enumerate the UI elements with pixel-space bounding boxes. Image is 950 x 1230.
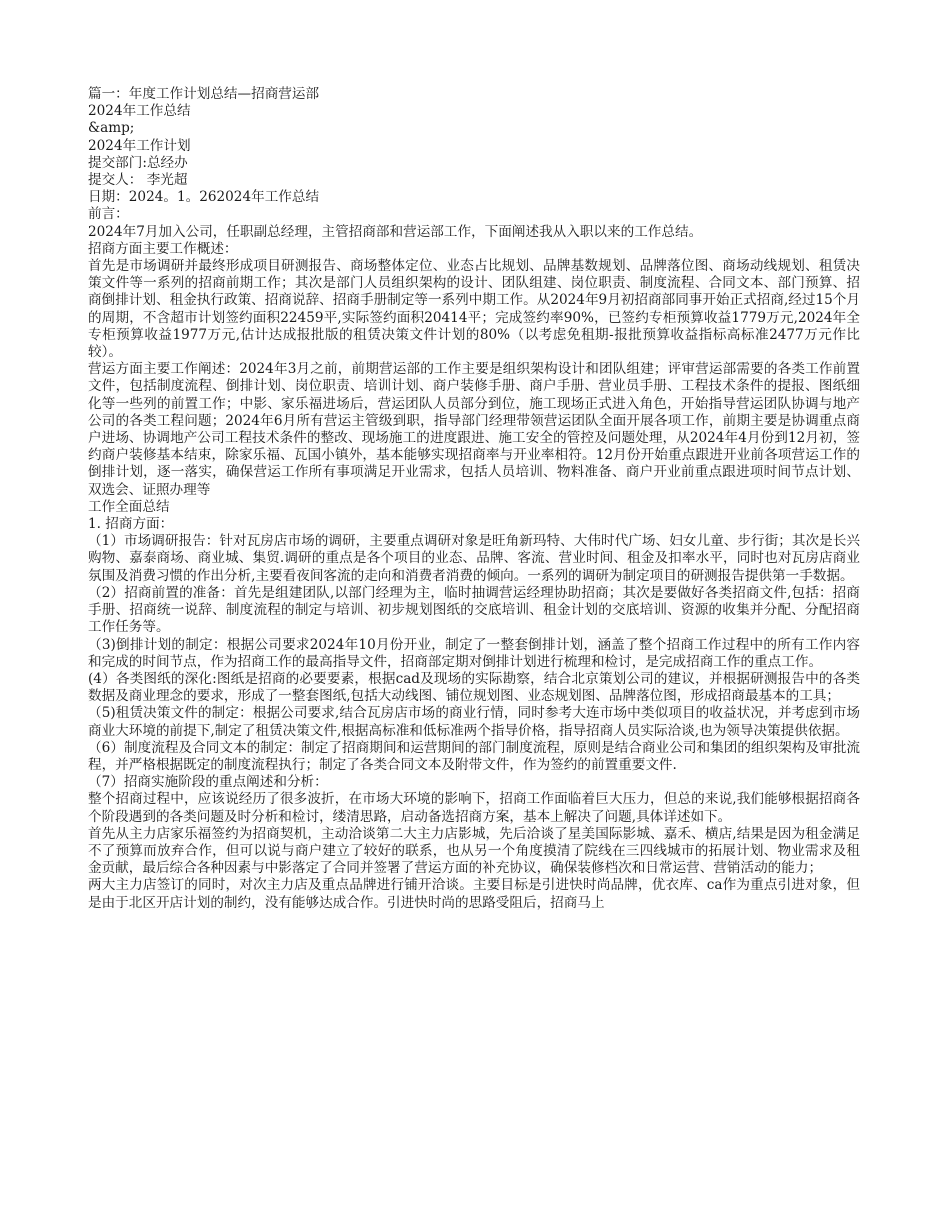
item-1-paragraph: （1）市场调研报告：针对瓦房店市场的调研，主要重点调研对象是旺角新玛特、大伟时代广场、妇女儿童、步行街；其次是长兴购物、嘉泰商场、商业城、集贸.调研的重点是各个项目的业态、品牌、客流、营业时间、租金及扣率水平，同时也对瓦房店商业氛围及消费习惯的作出分析,主要看夜间客流的走向和消费者消费的倾向。一系列的调研为制定项目的研测报告提供第一手数据。: [88, 533, 860, 584]
submit-date: 日期：2024。1。262024年工作总结: [88, 189, 320, 206]
item-2-paragraph: （2）招商前置的准备：首先是组建团队,以部门经理为主，临时抽调营运经理协助招商；其次是要做好各类招商文件,包括：招商手册、招商统一说辞、制度流程的制定与培训、初步规划图纸的交底培训、租金计划的交底培训、资源的收集并分配、分配招商工作任务等。: [88, 584, 860, 636]
zs-overview-paragraph: 首先是市场调研并最终形成项目研测报告、商场整体定位、业态占比规划、品牌基数规划、品牌落位图、商场动线规划、租赁决策文件等一系列的招商前期工作；其次是部门人员组织架构的设计、团队组建、岗位职责、制度流程、合同文本、部门预算、招商倒排计划、租金执行政策、招商说辞、招商手册制定等一系列中期工作。从2024年9月初招商部同事开始正式招商,经过15个月的周期，不含超市计划签约面积22459平,实际签约面积20414平；完成签约率90%，已签约专柜预算收益1779万元,2024年全专柜预算收益1977万元,估计达成报批版的租赁决策文件计划的80%（以考虑免租期-报批预算收益指标高标准2477万元作比较）。: [88, 258, 860, 361]
item-6-paragraph: （6）制度流程及合同文本的制定：制定了招商期间和运营期间的部门制度流程，原则是结合商业公司和集团的组织架构及审批流程，并严格根据既定的制度流程执行；制定了各类合同文本及附带文件，作为签约的前置重要文件.: [88, 739, 860, 773]
item-4-paragraph: (4）各类图纸的深化:图纸是招商的必要要素，根据cad及现场的实际勘察，结合北京策划公司的建议，并根据研测报告中的各类数据及商业理念的要求，形成了一整套图纸,包括大动线图、铺位规划图、业态规划图、品牌落位图，形成招商最基本的工具；: [88, 670, 860, 705]
full-summary-heading: 工作全面总结: [88, 498, 170, 515]
submit-department: 提交部门:总经办: [88, 154, 188, 171]
item-7-paragraph-b: 首先从主力店家乐福签约为招商契机，主动洽谈第二大主力店影城，先后洽谈了星美国际影城、嘉禾、横店,结果是因为租金满足不了预算而放弃合作，但可以说与商户建立了较好的联系，也从另一个角度摸清了院线在三四线城市的拓展计划、物业需求及租金贡献，最后综合各种因素与中影落定了合同并签署了营运方面的补充协议，确保装修档次和日常运营、营销活动的能力；: [88, 825, 860, 877]
item-5-paragraph: （5)租赁决策文件的制定：根据公司要求,结合瓦房店市场的商业行情，同时参考大连市场中类似项目的收益状况，并考虑到市场商业大环境的前提下,制定了租赁决策文件,根据高标准和低标准两个指导价格，指导招商人员实际洽谈,也为领导决策提供依据。: [88, 705, 860, 739]
zs-section-title: 1. 招商方面：: [88, 516, 174, 533]
amp-text: &amp;: [88, 120, 135, 137]
document-page: [88, 86, 860, 912]
preface-label: 前言：: [88, 206, 129, 223]
submitter: 提交人： 李光超: [88, 172, 188, 189]
item-3-paragraph: （3)倒排计划的制定：根据公司要求2024年10月份开业，制定了一整套倒排计划，涵盖了整个招商工作过程中的所有工作内容和完成的时间节点，作为招商工作的最高指导文件，招商部定期对倒排计划进行梳理和检讨，是完成招商工作的重点工作。: [88, 636, 860, 670]
document-header-title: 篇一：年度工作计划总结—招商营运部: [88, 86, 320, 102]
year-plan-title: 2024年工作计划: [88, 137, 191, 154]
preface-paragraph: 2024年7月加入公司，任职副总经理，主管招商部和营运部工作，下面阐述我从入职以来的工作总结。: [88, 223, 703, 240]
zs-overview-heading: 招商方面主要工作概述：: [88, 240, 238, 257]
item-7-paragraph-c: 两大主力店签订的同时，对次主力店及重点品牌进行铺开洽谈。主要目标是引进快时尚品牌，优衣库、ca作为重点引进对象，但是由于北区开店计划的制约，没有能够达成合作。引进快时尚的思路受阻后，招商马上: [88, 877, 860, 911]
item-7-paragraph-a: 整个招商过程中，应该说经历了很多波折，在市场大环境的影响下，招商工作面临着巨大压力，但总的来说,我们能够根据招商各个阶段遇到的各类问题及时分析和检讨，缕清思路，启动备选招商方案，基本上解决了问题,具体详述如下。: [88, 791, 860, 825]
year-summary-title: 2024年工作总结: [88, 103, 191, 120]
item-7-title: （7）招商实施阶段的重点阐述和分析：: [88, 774, 328, 791]
yy-overview-paragraph: 营运方面主要工作阐述：2024年3月之前，前期营运部的工作主要是组织架构设计和团队组建；评审营运部需要的各类工作前置文件，包括制度流程、倒排计划、岗位职责、培训计划、商户装修手册、商户手册、营业员手册、工程技术条件的提报、图纸细化等一些列的前置工作；中影、家乐福进场后，营运团队人员部分到位，施工现场正式进入角色，开始指导营运团队协调与地产公司的各类工程问题；2024年6月所有营运主管级到职，指导部门经理带领营运团队全面开展各项工作，前期主要是协调重点商户进场、协调地产公司工程技术条件的整改、现场施工的进度跟进、施工安全的管控及问题处理，从2024年4月份到12月初，签约商户装修基本结束，除家乐福、瓦国小镇外，基本能够实现招商率与开业率相符。12月份开始重点跟进开业前各项营运工作的倒排计划，逐一落实，确保营运工作所有事项满足开业需求，包括人员培训、物料准备、商户开业前重点跟进项时间节点计划、双选会、证照办理等: [88, 361, 860, 498]
